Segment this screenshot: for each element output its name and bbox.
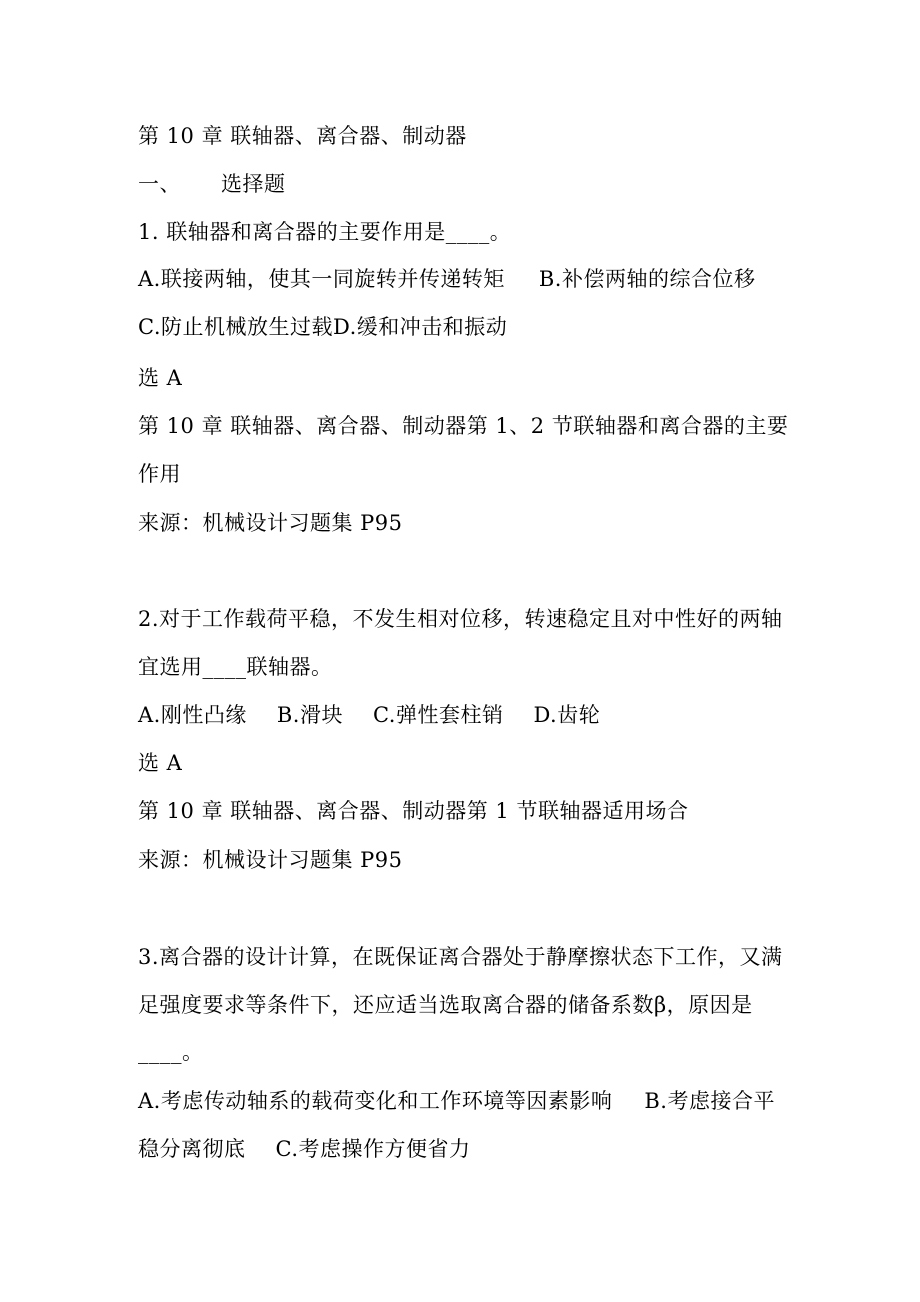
- chapter-title: 第 10 章 联轴器、离合器、制动器: [138, 124, 467, 148]
- question-1-answer: 选 A: [138, 366, 183, 390]
- question-3-stem-line-2: 足强度要求等条件下，还应适当选取离合器的储备系数β，原因是: [138, 993, 753, 1017]
- question-2-stem-line-1: 2.对于工作载荷平稳，不发生相对位移，转速稳定且对中性好的两轴: [138, 607, 783, 631]
- question-1-topic-line-1: 第 10 章 联轴器、离合器、制动器第 1、2 节联轴器和离合器的主要: [138, 414, 789, 438]
- q2-option-d: D.齿轮: [533, 703, 601, 727]
- question-3-options-line-1: [138, 1087, 775, 1115]
- question-1-topic-line-2: 作用: [138, 462, 181, 486]
- q2-option-a: A.刚性凸缘: [138, 703, 247, 727]
- question-3-stem-line-3: ____。: [138, 1040, 204, 1064]
- section-number: 一、: [138, 172, 181, 196]
- q2-option-b: B.滑块: [276, 703, 343, 727]
- q3-option-c: C.考虑操作方便省力: [275, 1137, 471, 1161]
- q3-option-a: A.考虑传动轴系的载荷变化和工作环境等因素影响: [138, 1089, 613, 1113]
- question-2-answer: 选 A: [138, 751, 183, 775]
- q1-option-b: B.补偿两轴的综合位移: [538, 267, 756, 291]
- question-2-stem-line-2: 宜选用____联轴器。: [138, 655, 333, 679]
- question-3-stem-line-1: 3.离合器的设计计算，在既保证离合器处于静摩擦状态下工作，又满: [138, 945, 783, 969]
- question-1-source: 来源：机械设计习题集 P95: [138, 511, 403, 535]
- question-2-topic: 第 10 章 联轴器、离合器、制动器第 1 节联轴器适用场合: [138, 799, 689, 823]
- q3-option-b-cont: 稳分离彻底: [138, 1137, 246, 1161]
- question-1-options-line-2: C.防止机械放生过载D.缓和冲击和振动: [138, 315, 508, 339]
- section-title: 选择题: [221, 172, 286, 196]
- question-3-options-line-2: [138, 1135, 471, 1163]
- question-1-stem: 1. 联轴器和离合器的主要作用是____。: [138, 220, 512, 244]
- question-2-options: [138, 701, 600, 729]
- question-2-source: 来源：机械设计习题集 P95: [138, 848, 403, 872]
- question-1-options-line-1: [138, 265, 755, 293]
- section-heading: [138, 170, 286, 198]
- q3-option-b: B.考虑接合平: [644, 1089, 775, 1113]
- q1-option-a: A.联接两轴，使其一同旋转并传递转矩: [138, 267, 505, 291]
- q2-option-c: C.弹性套柱销: [372, 703, 504, 727]
